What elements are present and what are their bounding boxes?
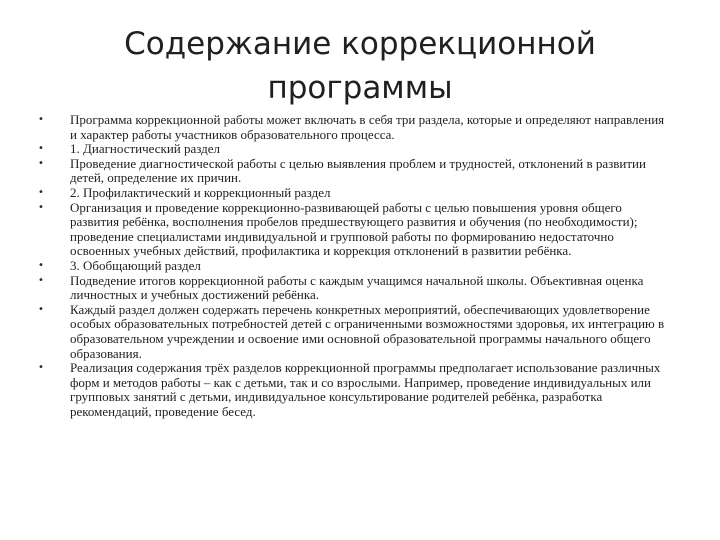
list-item-text: Каждый раздел должен содержать перечень конкретных мероприятий, обеспечивающих удовлетворение особых образовательных потребностей детей с ограниченными возможностями здоровья, их интеграцию в образовательном учреждении и освоение ими основной образовательной программы начального общего образования.	[70, 301, 665, 361]
list-item-text: Организация и проведение коррекционно-развивающей работы с целью повышения уровня общего развития ребёнка, восполнения пробелов предшествующего развития и обучения (по необходимости); проведение специалистами индивидуальной и групповой работы по формированию недостаточно освоенных учебных действий, профилактика и коррекция отклонений в развитии ребёнка.	[70, 199, 638, 259]
list-item-text: 3. Обобщающий раздел	[70, 257, 201, 273]
list-item	[38, 274, 670, 303]
bullet-icon: •	[38, 186, 44, 198]
list-item-text: Реализация содержания трёх разделов коррекционной программы предполагает использование различных форм и методов работы – как с детьми, так и со взрослыми. Например, проведение индивидуальных или групповых занятий с детьми, индивидуальное консультирование родителей ребёнка, разработка рекомендаций, проведение бесед.	[70, 360, 661, 419]
list-item	[38, 259, 670, 274]
bullet-icon: •	[38, 274, 44, 286]
list-item	[38, 361, 670, 419]
list-item	[38, 113, 670, 142]
slide-title-line-2: программы	[267, 70, 453, 106]
bullet-icon: •	[38, 303, 44, 315]
list-item-text: Программа коррекционной работы может включать в себя три раздела, которые и определяют направления и характер работы участников образовательного процесса.	[70, 112, 665, 142]
bullet-icon: •	[38, 201, 44, 213]
list-item-text: 2. Профилактический и коррекционный раздел	[70, 184, 331, 200]
list-item-text: Подведение итогов коррекционной работы с каждым учащимся начальной школы. Объективная оценка личностных и учебных достижений ребёнка.	[70, 272, 644, 303]
slide-title-line-1: Содержание коррекционной	[124, 26, 596, 62]
list-item	[38, 157, 670, 186]
list-item	[38, 201, 670, 259]
bullet-list	[38, 113, 670, 419]
bullet-icon: •	[38, 259, 44, 271]
list-item	[38, 303, 670, 361]
bullet-icon: •	[38, 157, 44, 169]
list-item	[38, 142, 670, 157]
bullet-icon: •	[38, 143, 44, 155]
list-item-text: 1. Диагностический раздел	[70, 141, 221, 157]
slide-title	[60, 22, 660, 110]
bullet-icon: •	[38, 114, 44, 125]
list-item-text: Проведение диагностической работы с целью выявления проблем и трудностей, отклонений в развитии детей, определение их причин.	[70, 155, 646, 186]
list-item	[38, 186, 670, 201]
bullet-icon: •	[38, 362, 44, 374]
